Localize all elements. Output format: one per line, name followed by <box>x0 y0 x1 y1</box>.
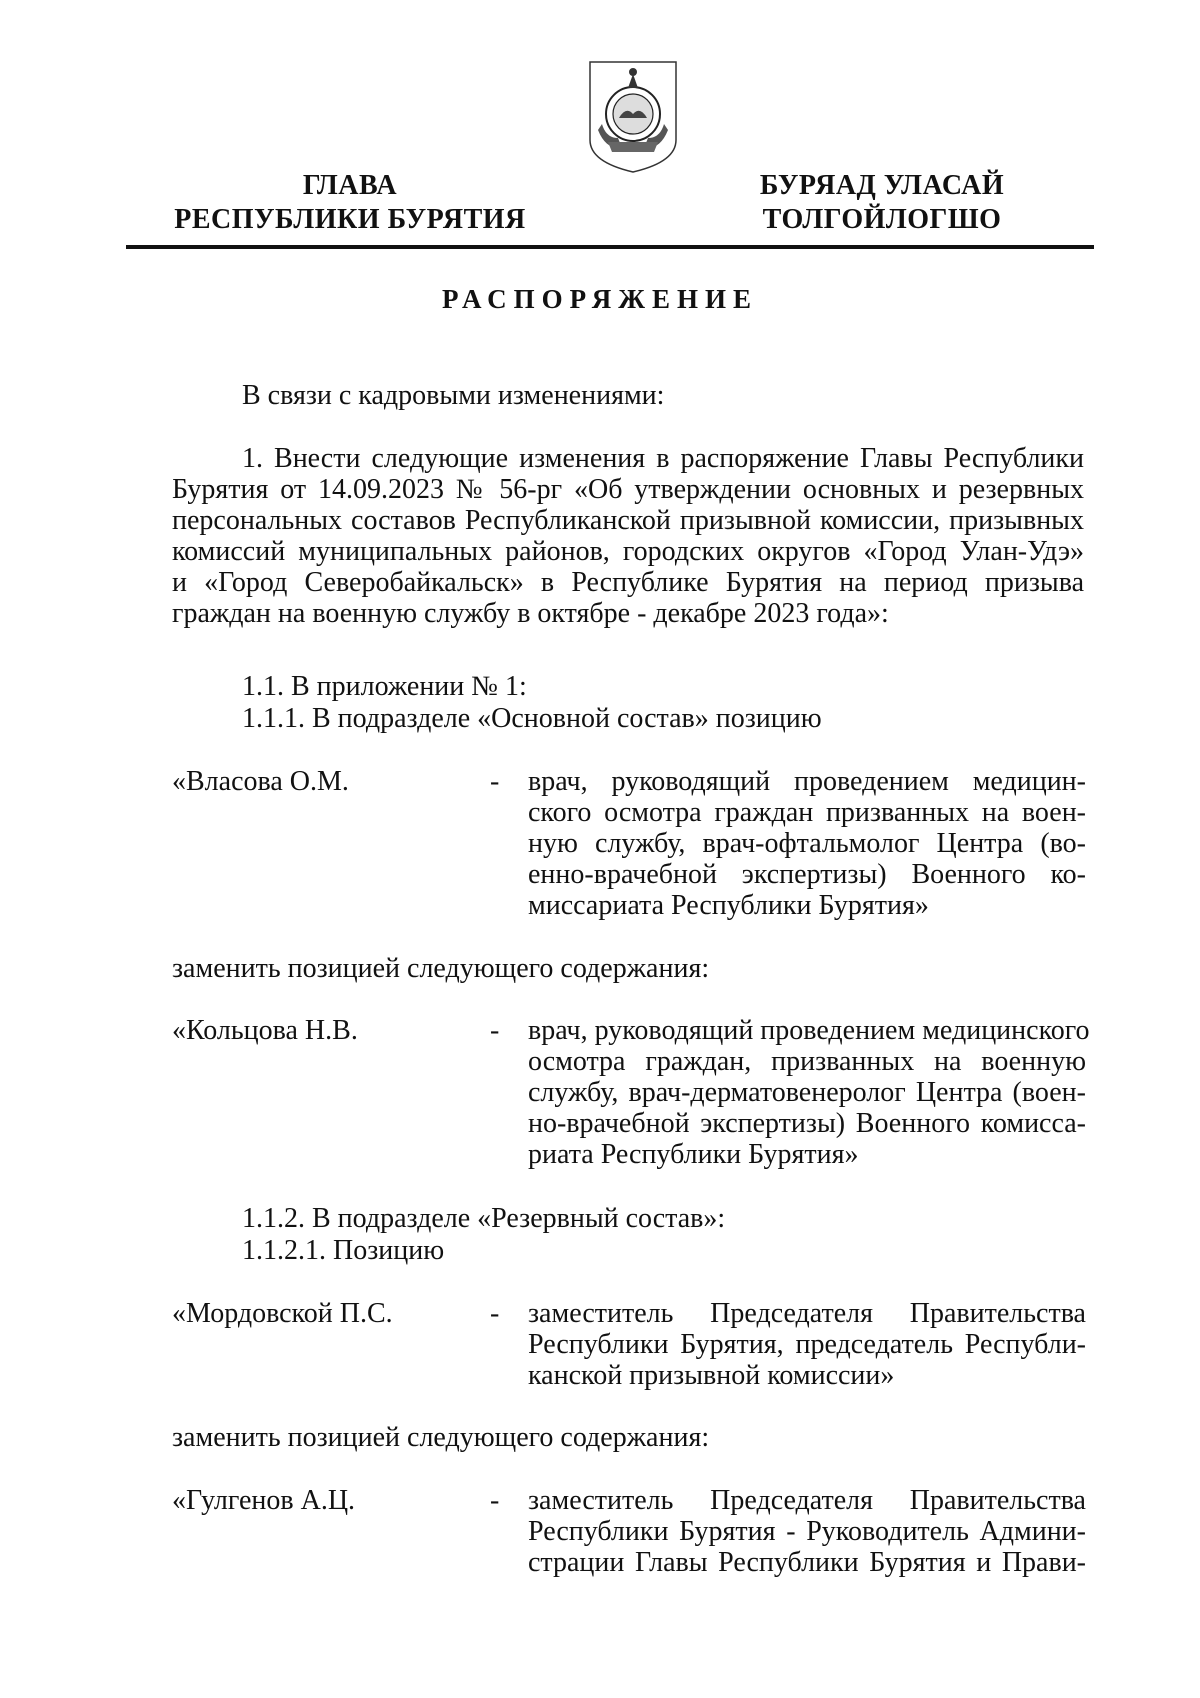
subsection-1-1: 1.1. В приложении № 1: <box>242 671 527 702</box>
description-line: ского осмотра граждан призванных на воен- <box>528 797 1086 828</box>
document-title: РАСПОРЯЖЕНИЕ <box>441 284 759 314</box>
paragraph-line: и «Город Северобайкальск» в Республике Бурятия на период призыва <box>172 567 1084 598</box>
subsection-1-1-1: 1.1.1. В подразделе «Основной состав» позицию <box>242 703 822 734</box>
paragraph-line: 1. Внести следующие изменения в распоряжение Главы Республики <box>242 443 1084 474</box>
intro-text: В связи с кадровыми изменениями: <box>242 380 665 411</box>
subsection-1-1-2: 1.1.2. В подразделе «Резервный состав»: <box>242 1203 726 1234</box>
position-dash: - <box>490 766 500 797</box>
description-line: страции Главы Республики Бурятия и Прави- <box>528 1547 1086 1578</box>
position-description <box>528 1298 1086 1391</box>
paragraph-line: Бурятия от 14.09.2023 № 56-рг «Об утверждении основных и резервных <box>172 474 1084 505</box>
position-dash: - <box>490 1298 500 1329</box>
position-description <box>528 1015 1090 1170</box>
header-left-line2: РЕСПУБЛИКИ БУРЯТИЯ <box>174 204 526 235</box>
description-line: канской призывной комиссии» <box>528 1360 895 1391</box>
position-name: «Кольцова Н.В. <box>172 1015 358 1046</box>
replace-text: заменить позицией следующего содержания: <box>172 1422 710 1453</box>
description-line: миссариата Республики Бурятия» <box>528 890 929 921</box>
description-line: врач, руководящий проведением медицинского <box>528 1015 1090 1046</box>
description-line: службу, врач-дерматовенеролог Центра (воен- <box>528 1077 1086 1108</box>
position-description <box>528 766 1086 921</box>
header-right <box>737 169 1027 237</box>
description-line: заместитель Председателя Правительства <box>528 1485 1086 1516</box>
header-left <box>170 169 530 237</box>
header-right-line1: БУРЯАД УЛАСАЙ <box>759 170 1005 201</box>
subsection-1-1-2-1: 1.1.2.1. Позицию <box>242 1235 445 1266</box>
position-dash: - <box>490 1015 500 1046</box>
position-name: «Мордовской П.С. <box>172 1298 393 1329</box>
description-line: заместитель Председателя Правительства <box>528 1298 1086 1329</box>
replace-text: заменить позицией следующего содержания: <box>172 953 710 984</box>
header-divider <box>126 245 1094 249</box>
paragraph-1 <box>172 443 1084 629</box>
position-name: «Гулгенов А.Ц. <box>172 1485 356 1516</box>
description-line: Республики Бурятия - Руководитель Админи- <box>528 1516 1086 1547</box>
description-line: но-врачебной экспертизы) Военного комисса- <box>528 1108 1086 1139</box>
description-line: врач, руководящий проведением медицин- <box>528 766 1086 797</box>
description-line: риата Республики Бурятия» <box>528 1139 859 1170</box>
description-line: енно-врачебной экспертизы) Военного ко- <box>528 859 1086 890</box>
description-line: Республики Бурятия, председатель Республи- <box>528 1329 1086 1360</box>
description-line: ную службу, врач-офтальмолог Центра (во- <box>528 828 1086 859</box>
description-line: осмотра граждан, призванных на военную <box>528 1046 1086 1077</box>
header-left-line1: ГЛАВА <box>302 170 398 201</box>
paragraph-line: граждан на военную службу в октябре - декабре 2023 года»: <box>172 598 889 629</box>
coat-of-arms-icon <box>586 58 680 176</box>
paragraph-line: комиссий муниципальных районов, городских округов «Город Улан-Удэ» <box>172 536 1084 567</box>
paragraph-line: персональных составов Республиканской призывной комиссии, призывных <box>172 505 1084 536</box>
header-right-line2: ТОЛГОЙЛОГШО <box>762 204 1002 235</box>
position-description <box>528 1485 1086 1578</box>
position-dash: - <box>490 1485 500 1516</box>
position-name: «Власова О.М. <box>172 766 349 797</box>
